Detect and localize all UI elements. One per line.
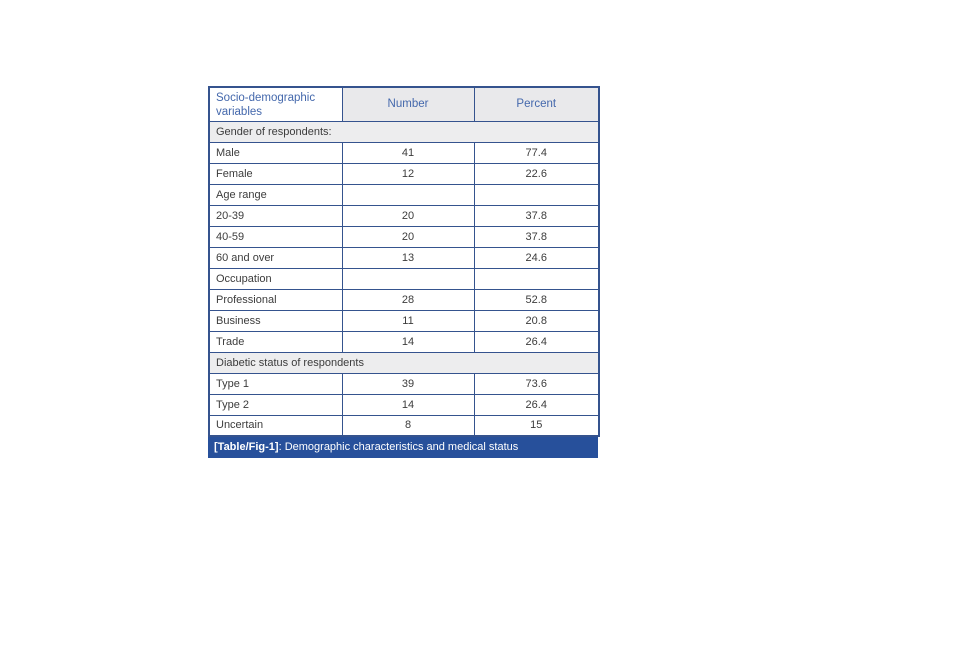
row-label-cell: Business [209,310,342,331]
number-cell: 11 [342,310,474,331]
row-label-cell: Trade [209,331,342,352]
table-row [209,289,599,310]
number-cell: 20 [342,205,474,226]
table-row [209,373,599,394]
number-cell: 39 [342,373,474,394]
number-cell: 14 [342,331,474,352]
table-caption-text: : Demographic characteristics and medical status [278,441,519,453]
number-cell [342,184,474,205]
row-label-cell: Uncertain [209,415,342,436]
percent-cell: 52.8 [474,289,599,310]
table-row [209,394,599,415]
row-label-cell: Female [209,163,342,184]
number-cell [342,268,474,289]
table-row [209,226,599,247]
table-row [209,310,599,331]
row-label-cell: Male [209,142,342,163]
section-label: Diabetic status of respondents [209,352,599,373]
table-row [209,163,599,184]
row-label-cell: Type 1 [209,373,342,394]
section-row-gender [209,121,599,142]
percent-cell: 26.4 [474,331,599,352]
col-header-percent: Percent [474,87,599,121]
percent-cell: 15 [474,415,599,436]
table-figure [208,86,598,458]
percent-cell: 22.6 [474,163,599,184]
table-row [209,331,599,352]
percent-cell: 77.4 [474,142,599,163]
number-cell: 12 [342,163,474,184]
row-label-cell: 20-39 [209,205,342,226]
table-caption [208,437,598,458]
row-label-cell: Age range [209,184,342,205]
table-header-row [209,87,599,121]
percent-cell: 37.8 [474,205,599,226]
number-cell: 28 [342,289,474,310]
percent-cell: 26.4 [474,394,599,415]
table-row [209,205,599,226]
row-label-cell: Professional [209,289,342,310]
row-label-cell: Type 2 [209,394,342,415]
percent-cell: 20.8 [474,310,599,331]
demographics-table [208,86,600,437]
row-label-cell: 40-59 [209,226,342,247]
table-row [209,268,599,289]
percent-cell: 73.6 [474,373,599,394]
row-label-cell: 60 and over [209,247,342,268]
section-row-diabetic-status [209,352,599,373]
number-cell: 8 [342,415,474,436]
col-header-number: Number [342,87,474,121]
table-row [209,247,599,268]
col-header-variables: Socio-demographic variables [209,87,342,121]
section-label: Gender of respondents: [209,121,599,142]
number-cell: 41 [342,142,474,163]
table-row [209,184,599,205]
table-row [209,142,599,163]
percent-cell: 24.6 [474,247,599,268]
number-cell: 13 [342,247,474,268]
percent-cell: 37.8 [474,226,599,247]
row-label-cell: Occupation [209,268,342,289]
percent-cell [474,184,599,205]
number-cell: 14 [342,394,474,415]
percent-cell [474,268,599,289]
table-caption-tag: [Table/Fig-1] [214,441,279,453]
table-row [209,415,599,436]
number-cell: 20 [342,226,474,247]
